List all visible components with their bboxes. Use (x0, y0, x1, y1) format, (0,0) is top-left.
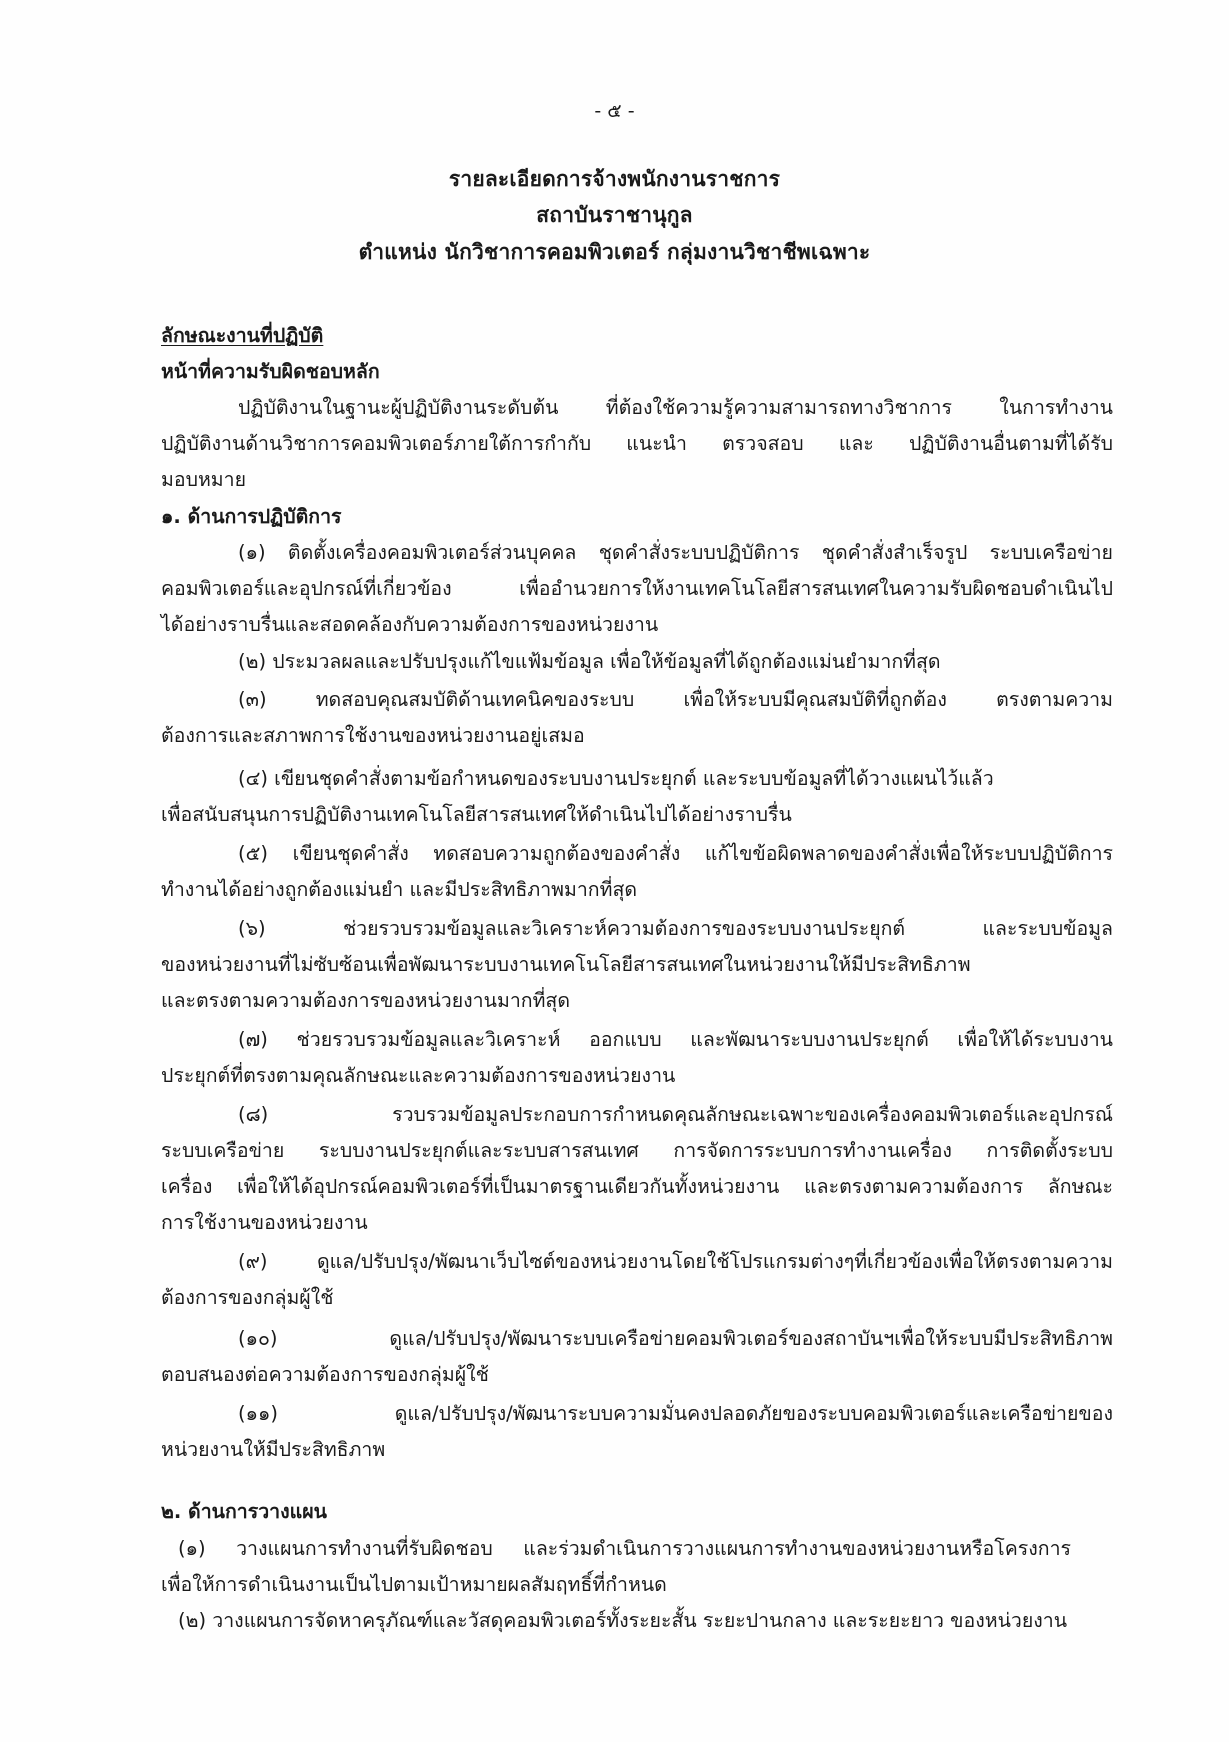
list-item-cont: ตอบสนองต่อความต้องการของกลุ่มผู้ใช้ (161, 1363, 489, 1386)
section-heading: ลักษณะงานที่ปฏิบัติ (161, 324, 324, 347)
intro-line: มอบหมาย (161, 468, 247, 491)
list-item: (๙) ดูแล/ปรับปรุง/พัฒนาเว็บไซต์ของหน่วยงานโดยใช้โปรแกรมต่างๆที่เกี่ยวข้องเพื่อให้ตรงตามความ (238, 1250, 1113, 1273)
list-item-cont: ต้องการและสภาพการใช้งานของหน่วยงานอยู่เสมอ (161, 724, 585, 747)
list-item: (๑๑) ดูแล/ปรับปรุง/พัฒนาระบบความมั่นคงปลอดภัยของระบบคอมพิวเตอร์และเครือข่ายของ (238, 1402, 1113, 1425)
intro-line: ปฏิบัติงานในฐานะผู้ปฏิบัติงานระดับต้น ที่ต้องใช้ความรู้ความสามารถทางวิชาการ ในการทำงาน (238, 396, 1113, 419)
list-item: (๒) วางแผนการจัดหาครุภัณฑ์และวัสดุคอมพิวเตอร์ทั้งระยะสั้น ระยะปานกลาง และระยะยาว ของหน่วยงาน (178, 1609, 1068, 1632)
list-item-cont: คอมพิวเตอร์และอุปกรณ์ที่เกี่ยวข้อง เพื่ออำนวยการให้งานเทคโนโลยีสารสนเทศในความรับผิดชอบดำเนินไป (161, 577, 1113, 600)
list-item: (๕) เขียนชุดคำสั่ง ทดสอบความถูกต้องของคำสั่ง แก้ไขข้อผิดพลาดของคำสั่งเพื่อให้ระบบปฏิบัติการ (238, 842, 1113, 865)
list-item: (๑) วางแผนการทำงานที่รับผิดชอบ และร่วมดำเนินการวางแผนการทำงานของหน่วยงานหรือโครงการ (178, 1537, 1071, 1560)
sub-heading: หน้าที่ความรับผิดชอบหลัก (161, 360, 380, 383)
list-item-cont: เพื่อสนับสนุนการปฏิบัติงานเทคโนโลยีสารสนเทศให้ดำเนินไปได้อย่างราบรื่น (161, 803, 792, 826)
document-title: รายละเอียดการจ้างพนักงานราชการ (448, 167, 781, 191)
list-item: (๖) ช่วยรวบรวมข้อมูลและวิเคราะห์ความต้องการของระบบงานประยุกต์ และระบบข้อมูล (238, 917, 1113, 940)
list-item: (๒) ประมวลผลและปรับปรุงแก้ไขแฟ้มข้อมูล เพื่อให้ข้อมูลที่ได้ถูกต้องแม่นยำมากที่สุด (238, 650, 941, 673)
list-item-cont: และตรงตามความต้องการของหน่วยงานมากที่สุด (161, 989, 570, 1012)
intro-line: ปฏิบัติงานด้านวิชาการคอมพิวเตอร์ภายใต้การกำกับ แนะนำ ตรวจสอบ และ ปฏิบัติงานอื่นตามที่ได้รับ (161, 432, 1113, 455)
list-item: (๑๐) ดูแล/ปรับปรุง/พัฒนาระบบเครือข่ายคอมพิวเตอร์ของสถาบันฯเพื่อให้ระบบมีประสิทธิภาพ (238, 1327, 1113, 1350)
institution-name: สถาบันราชานุกูล (536, 203, 693, 227)
list-item-cont: ระบบเครือข่าย ระบบงานประยุกต์และระบบสารสนเทศ การจัดการระบบการทำงานเครื่อง การติดตั้งระบบ (161, 1139, 1113, 1162)
list-item: (๓) ทดสอบคุณสมบัติด้านเทคนิคของระบบ เพื่อให้ระบบมีคุณสมบัติที่ถูกต้อง ตรงตามความ (238, 688, 1113, 711)
list-item: (๔) เขียนชุดคำสั่งตามข้อกำหนดของระบบงานประยุกต์ และระบบข้อมูลที่ได้วางแผนไว้แล้ว (238, 767, 994, 790)
list-item: (๗) ช่วยรวบรวมข้อมูลและวิเคราะห์ ออกแบบ และพัฒนาระบบงานประยุกต์ เพื่อให้ได้ระบบงาน (238, 1028, 1113, 1051)
section2-heading: ๒. ด้านการวางแผน (161, 1500, 327, 1523)
section1-heading: ๑. ด้านการปฏิบัติการ (161, 505, 342, 528)
list-item-cont: ทำงานได้อย่างถูกต้องแม่นยำ และมีประสิทธิภาพมากที่สุด (161, 878, 638, 901)
position-title: ตำแหน่ง นักวิชาการคอมพิวเตอร์ กลุ่มงานวิชาชีพเฉพาะ (358, 240, 871, 264)
list-item: (๑) ติดตั้งเครื่องคอมพิวเตอร์ส่วนบุคคล ชุดคำสั่งระบบปฏิบัติการ ชุดคำสั่งสำเร็จรูป ระบบเครือข่าย (238, 541, 1113, 564)
list-item-cont: เพื่อให้การดำเนินงานเป็นไปตามเป้าหมายผลสัมฤทธิ์ที่กำหนด (161, 1573, 667, 1596)
list-item-cont: เครื่อง เพื่อให้ได้อุปกรณ์คอมพิวเตอร์ที่เป็นมาตรฐานเดียวกันทั้งหน่วยงาน และตรงตามความต้องการ ลักษณะ (161, 1175, 1113, 1198)
page-number: - ๕ - (594, 100, 635, 122)
list-item-cont: ประยุกต์ที่ตรงตามคุณลักษณะและความต้องการของหน่วยงาน (161, 1064, 676, 1087)
list-item: (๘) รวบรวมข้อมูลประกอบการกำหนดคุณลักษณะเฉพาะของเครื่องคอมพิวเตอร์และอุปกรณ์ (238, 1103, 1113, 1126)
list-item-cont: ต้องการของกลุ่มผู้ใช้ (161, 1286, 334, 1309)
list-item-cont: การใช้งานของหน่วยงาน (161, 1211, 368, 1234)
list-item-cont: หน่วยงานให้มีประสิทธิภาพ (161, 1438, 386, 1461)
list-item-cont: ได้อย่างราบรื่นและสอดคล้องกับความต้องการของหน่วยงาน (161, 613, 659, 636)
list-item-cont: ของหน่วยงานที่ไม่ซับซ้อนเพื่อพัฒนาระบบงานเทคโนโลยีสารสนเทศในหน่วยงานให้มีประสิทธิภาพ (161, 953, 971, 976)
